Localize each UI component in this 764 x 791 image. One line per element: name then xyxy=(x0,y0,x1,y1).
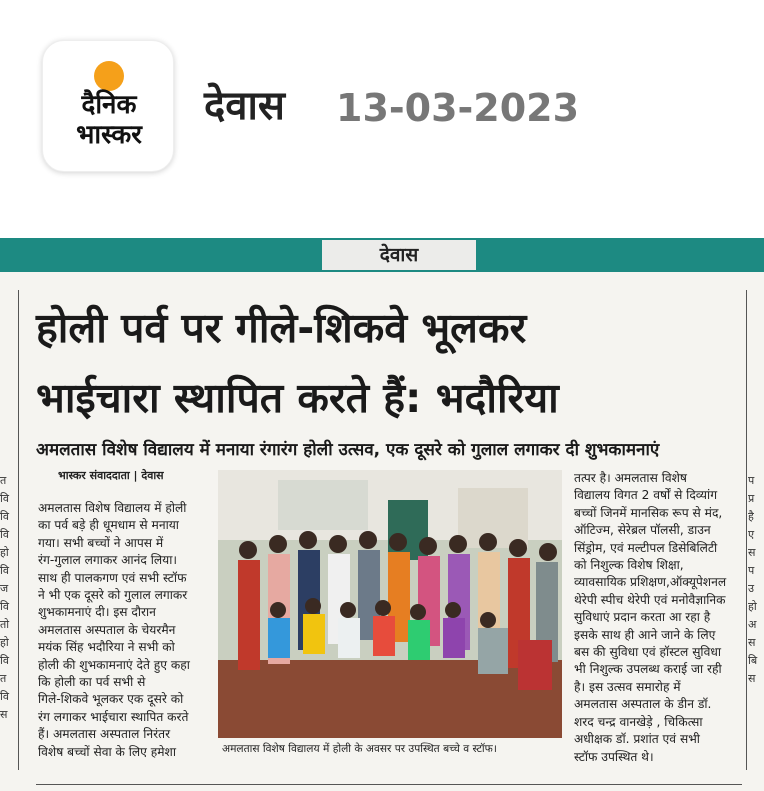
article-line: साथ ही पालकगण एवं सभी स्टॉफ xyxy=(38,570,187,585)
section-tab: देवास xyxy=(322,240,476,270)
edge-text-fragment: उ xyxy=(748,582,755,595)
article-column-1 xyxy=(38,500,210,761)
edge-text-fragment: स xyxy=(748,636,756,649)
edge-text-fragment: ज xyxy=(0,582,9,595)
edge-text-fragment: वि xyxy=(0,564,9,577)
article-line: विशेष बच्चों सेवा के लिए हमेशा xyxy=(38,744,176,759)
article-line: गया। सभी बच्चों ने आपस में xyxy=(38,535,164,550)
article-line: ऑटिज्म, सेरेब्रल पॉलसी, डाउन xyxy=(574,523,711,538)
edge-text-fragment: हो xyxy=(0,636,9,649)
article-line: रंग-गुलाल लगाकर आनंद लिया। xyxy=(38,553,177,568)
article-line: ने भी एक दूसरे को गुलाल लगाकर xyxy=(38,588,188,603)
article-line: थेरेपी स्पीच थेरेपी एवं मनोवैज्ञानिक xyxy=(574,592,726,607)
edge-text-fragment: हो xyxy=(0,546,9,559)
logo-text-line1: दैनिक xyxy=(81,90,137,120)
bottom-rule xyxy=(36,784,742,785)
edge-text-fragment: ए xyxy=(748,528,755,541)
event-photo xyxy=(218,470,562,738)
edge-text-fragment: वि xyxy=(0,528,9,541)
edition-date: 13-03-2023 xyxy=(336,86,580,130)
edge-text-fragment: वि xyxy=(0,510,9,523)
sun-icon xyxy=(94,61,124,91)
right-column-rule xyxy=(746,290,747,770)
article-line: शुभकामनाएं दी। इस दौरान xyxy=(38,605,156,620)
left-column-rule xyxy=(18,290,19,770)
article-line: गिले-शिकवे भूलकर एक दूसरे को xyxy=(38,692,184,707)
article-line: है। इस उत्सव समारोह में xyxy=(574,679,681,694)
photo-caption: अमलतास विशेष विद्यालय में होली के अवसर पर उपस्थित बच्चे व स्टॉफ। xyxy=(218,738,562,760)
article-line: भी निशुल्क उपलब्ध कराई जा रही xyxy=(574,662,722,677)
edge-text-fragment: प xyxy=(748,564,755,577)
edge-text-fragment: त xyxy=(0,474,7,487)
edge-text-fragment: बि xyxy=(748,654,758,667)
group-photo-illustration xyxy=(218,470,562,738)
article-line: अमलतास अस्पताल के डीन डॉ. xyxy=(574,697,712,712)
adjacent-column-left xyxy=(0,472,18,724)
article-line: अमलतास अस्पताल के चेयरमैन xyxy=(38,622,176,637)
headline-line2: भाईचारा स्थापित करते हैं: भदौरिया xyxy=(36,374,559,422)
edge-text-fragment: वि xyxy=(0,600,9,613)
article-line: व्यावसायिक प्रशिक्षण,ऑक्यूपेशनल xyxy=(574,575,727,590)
article-line: सिंड्रोम, एवं मल्टीपल डिसेबिलिटी xyxy=(574,540,718,555)
article-line: का पर्व बड़े ही धूमधाम से मनाया xyxy=(38,518,179,533)
edge-text-fragment: वि xyxy=(0,690,9,703)
byline: भास्कर संवाददाता | देवास xyxy=(58,469,164,482)
article-line: इसके साथ ही आने जाने के लिए xyxy=(574,627,716,642)
article-line: विद्यालय विगत 2 वर्षों से दिव्यांग xyxy=(574,488,718,503)
article-line: बस की सुविधा एवं हॉस्टल सुविधा xyxy=(574,645,722,660)
edge-text-fragment: स xyxy=(748,672,756,685)
edge-text-fragment: तो xyxy=(0,618,10,631)
article-line: होली की शुभकामनाएं देते हुए कहा xyxy=(38,657,190,672)
edge-text-fragment: त xyxy=(0,672,7,685)
edition-city: देवास xyxy=(204,83,285,129)
edge-text-fragment: स xyxy=(0,708,8,721)
article-line: मयंक सिंह भदौरिया ने सभी को xyxy=(38,640,175,655)
newspaper-clipping xyxy=(0,238,764,791)
article-line: स्टॉफ उपस्थित थे। xyxy=(574,749,654,764)
edge-text-fragment: वि xyxy=(0,654,9,667)
dainik-bhaskar-logo xyxy=(42,40,174,172)
edge-text-fragment: वि xyxy=(0,492,9,505)
edge-text-fragment: अ xyxy=(748,618,757,631)
logo-text-line2: भास्कर xyxy=(76,120,142,150)
subheadline: अमलतास विशेष विद्यालय में मनाया रंगारंग होली उत्सव, एक दूसरे को गुलाल लगाकर दी शुभकामनाएं xyxy=(36,440,660,460)
headline-line1: होली पर्व पर गीले-शिकवे भूलकर xyxy=(36,304,527,352)
edge-text-fragment: हो xyxy=(748,600,757,613)
edge-text-fragment: स xyxy=(748,546,756,559)
article-column-2 xyxy=(574,470,746,766)
adjacent-column-right xyxy=(748,472,764,688)
edge-text-fragment: है xyxy=(748,510,754,523)
article-line: शरद चन्द्र वानखेड़े , चिकित्सा xyxy=(574,714,703,729)
article-line: तत्पर है। अमलतास विशेष xyxy=(574,471,687,485)
article-line: अधीक्षक डॉ. प्रशांत एवं सभी xyxy=(574,732,700,747)
app-header xyxy=(0,0,764,200)
article-line: कि होली का पर्व सभी से xyxy=(38,675,146,690)
edge-text-fragment: प्र xyxy=(748,492,755,505)
edge-text-fragment: प xyxy=(748,474,755,487)
section-band xyxy=(0,238,764,272)
article-line: सुविधाएं प्रदान करता आ रहा है xyxy=(574,610,711,625)
article-line: बच्चों जिनमें मानसिक रूप से मंद, xyxy=(574,505,723,520)
article-line: हैं। अमलतास अस्पताल निरंतर xyxy=(38,727,171,742)
article-line: को निशुल्क विशेष शिक्षा, xyxy=(574,558,684,573)
article-line: अमलतास विशेष विद्यालय में होली xyxy=(38,501,187,515)
article-line: रंग लगाकर भाईचारा स्थापित करते xyxy=(38,709,189,724)
